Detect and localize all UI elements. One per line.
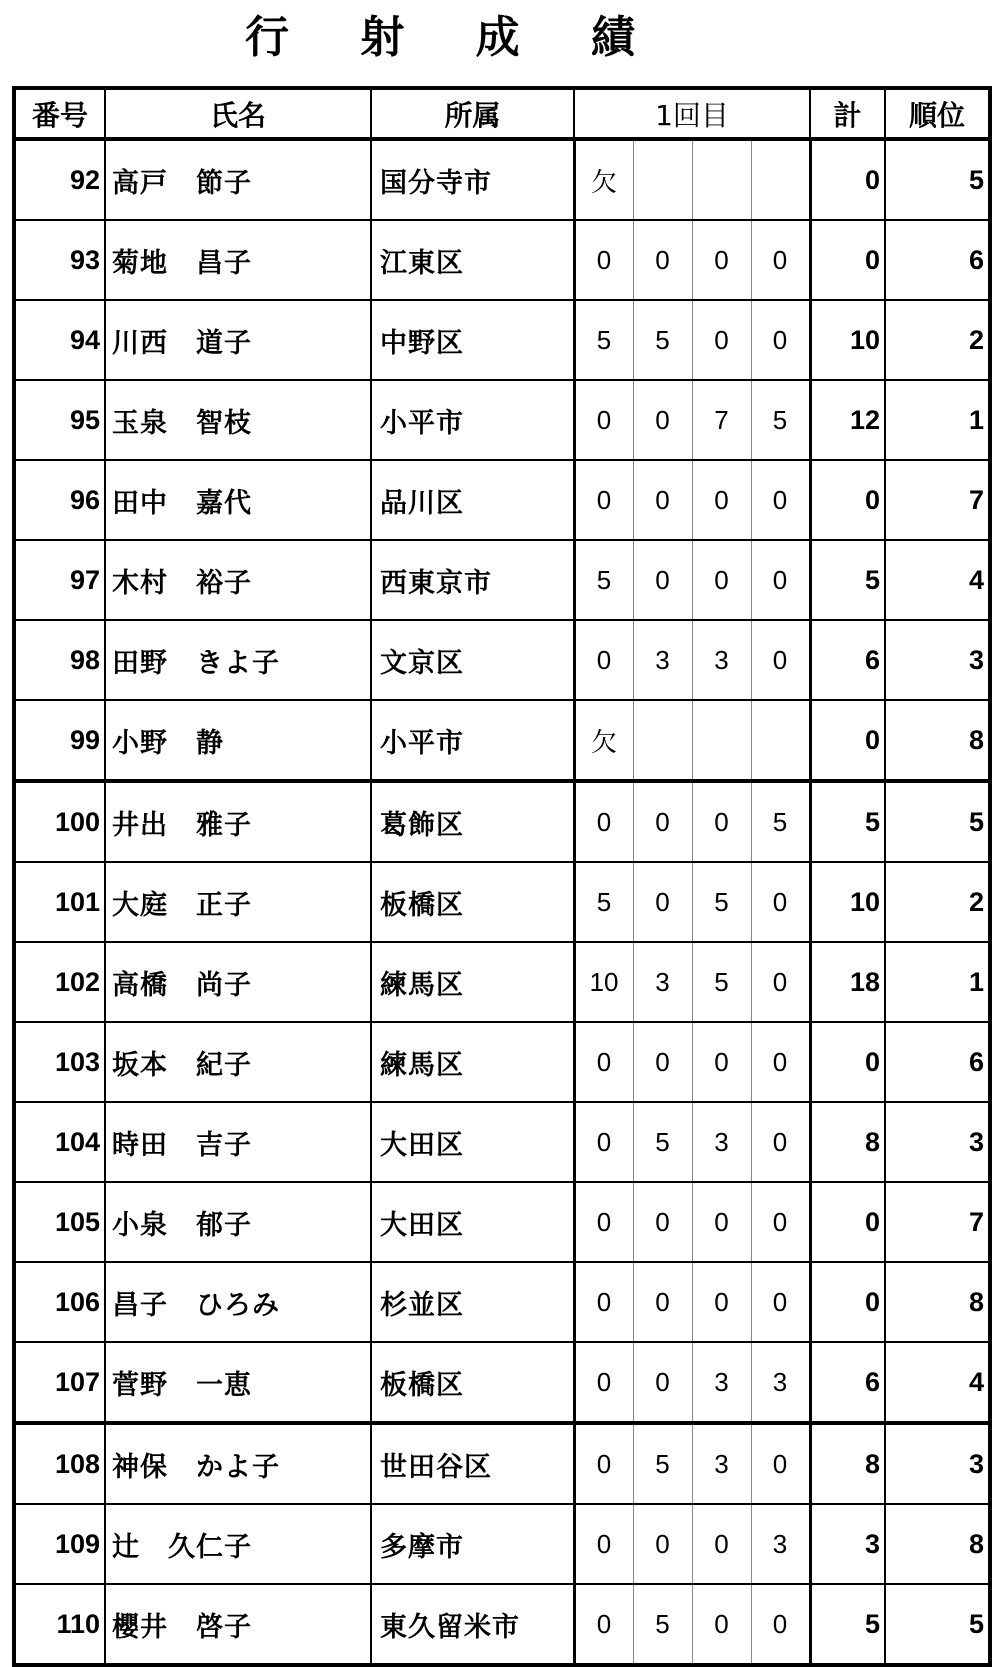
table-row [14,1423,990,1504]
row-shot-2: 0 [633,1262,692,1342]
row-rank: 4 [885,1342,990,1423]
row-shot-3 [692,139,751,220]
table-row [14,300,990,380]
row-shot-3 [692,700,751,781]
row-rank: 4 [885,540,990,620]
row-shot-1: 欠 [574,700,633,781]
row-total: 18 [810,942,885,1022]
row-shot-2: 5 [633,1584,692,1665]
row-shot-3: 0 [692,1182,751,1262]
row-shot-3: 3 [692,1342,751,1423]
row-name: 川西 道子 [105,300,371,380]
row-affiliation: 品川区 [371,460,574,540]
row-shot-1: 10 [574,942,633,1022]
row-shot-3: 3 [692,620,751,700]
row-shot-2: 0 [633,1342,692,1423]
row-shot-4: 3 [751,1504,810,1584]
row-shot-2: 0 [633,1504,692,1584]
row-number: 105 [14,1182,105,1262]
row-shot-1: 0 [574,1504,633,1584]
row-shot-4: 5 [751,781,810,862]
row-affiliation: 板橋区 [371,1342,574,1423]
table-row [14,220,990,300]
row-shot-2 [633,139,692,220]
row-shot-1: 5 [574,862,633,942]
row-shot-3: 5 [692,942,751,1022]
row-shot-4: 0 [751,1182,810,1262]
row-rank: 2 [885,862,990,942]
row-total: 10 [810,862,885,942]
row-shot-4 [751,139,810,220]
score-table [12,86,992,1667]
table-row [14,1342,990,1423]
row-shot-3: 0 [692,1022,751,1102]
row-affiliation: 江東区 [371,220,574,300]
row-number: 98 [14,620,105,700]
table-row [14,1022,990,1102]
row-shot-1: 0 [574,781,633,862]
row-shot-4: 0 [751,220,810,300]
row-shot-1: 0 [574,1182,633,1262]
row-shot-2: 0 [633,220,692,300]
row-shot-2: 0 [633,862,692,942]
row-affiliation: 杉並区 [371,1262,574,1342]
row-shot-3: 7 [692,380,751,460]
row-shot-3: 0 [692,781,751,862]
row-number: 108 [14,1423,105,1504]
table-row [14,540,990,620]
row-shot-3: 5 [692,862,751,942]
header-affiliation: 所属 [371,88,574,139]
score-table-body [14,139,990,1665]
row-name: 坂本 紀子 [105,1022,371,1102]
row-number: 93 [14,220,105,300]
row-total: 8 [810,1423,885,1504]
row-name: 小泉 郁子 [105,1182,371,1262]
row-affiliation: 世田谷区 [371,1423,574,1504]
table-row [14,139,990,220]
row-name: 玉泉 智枝 [105,380,371,460]
header-rank: 順位 [885,88,990,139]
row-affiliation: 中野区 [371,300,574,380]
row-rank: 6 [885,1022,990,1102]
row-shot-3: 3 [692,1102,751,1182]
row-shot-3: 0 [692,300,751,380]
row-rank: 8 [885,1262,990,1342]
row-shot-2: 0 [633,1022,692,1102]
row-affiliation: 葛飾区 [371,781,574,862]
row-shot-3: 0 [692,220,751,300]
table-row [14,1262,990,1342]
row-name: 辻 久仁子 [105,1504,371,1584]
row-affiliation: 東久留米市 [371,1584,574,1665]
row-affiliation: 西東京市 [371,540,574,620]
row-shot-1: 0 [574,460,633,540]
row-shot-2: 5 [633,1423,692,1504]
row-rank: 8 [885,700,990,781]
row-rank: 5 [885,1584,990,1665]
row-total: 0 [810,1022,885,1102]
row-number: 99 [14,700,105,781]
row-shot-4: 0 [751,1584,810,1665]
row-affiliation: 文京区 [371,620,574,700]
row-number: 101 [14,862,105,942]
row-name: 高戸 節子 [105,139,371,220]
row-shot-1: 0 [574,220,633,300]
row-rank: 6 [885,220,990,300]
row-shot-4: 0 [751,1102,810,1182]
row-name: 昌子 ひろみ [105,1262,371,1342]
table-row [14,620,990,700]
row-total: 12 [810,380,885,460]
row-shot-4 [751,700,810,781]
row-number: 94 [14,300,105,380]
row-shot-3: 0 [692,460,751,540]
row-total: 10 [810,300,885,380]
row-shot-3: 0 [692,1504,751,1584]
row-name: 神保 かよ子 [105,1423,371,1504]
row-shot-1: 欠 [574,139,633,220]
table-row [14,1182,990,1262]
row-rank: 1 [885,380,990,460]
row-shot-2: 0 [633,380,692,460]
row-rank: 3 [885,620,990,700]
row-total: 0 [810,139,885,220]
row-name: 高橋 尚子 [105,942,371,1022]
row-shot-1: 0 [574,1342,633,1423]
row-affiliation: 大田区 [371,1182,574,1262]
row-shot-2: 0 [633,460,692,540]
table-row [14,700,990,781]
row-number: 103 [14,1022,105,1102]
row-total: 5 [810,781,885,862]
row-affiliation: 小平市 [371,380,574,460]
header-round: 1回目 [574,88,810,139]
row-rank: 8 [885,1504,990,1584]
row-number: 95 [14,380,105,460]
row-shot-2: 5 [633,300,692,380]
row-shot-1: 0 [574,1022,633,1102]
row-shot-2: 0 [633,1182,692,1262]
table-row [14,781,990,862]
row-total: 0 [810,700,885,781]
row-number: 92 [14,139,105,220]
row-shot-4: 0 [751,1423,810,1504]
row-number: 100 [14,781,105,862]
row-total: 8 [810,1102,885,1182]
row-shot-4: 0 [751,460,810,540]
row-affiliation: 練馬区 [371,942,574,1022]
table-row [14,942,990,1022]
row-affiliation: 小平市 [371,700,574,781]
row-rank: 2 [885,300,990,380]
row-shot-3: 0 [692,1584,751,1665]
row-rank: 7 [885,460,990,540]
row-shot-4: 0 [751,862,810,942]
row-total: 0 [810,460,885,540]
row-shot-2: 0 [633,540,692,620]
row-total: 0 [810,220,885,300]
row-name: 時田 吉子 [105,1102,371,1182]
row-affiliation: 板橋区 [371,862,574,942]
row-affiliation: 国分寺市 [371,139,574,220]
row-name: 菊地 昌子 [105,220,371,300]
row-shot-1: 0 [574,620,633,700]
header-total: 計 [810,88,885,139]
row-rank: 3 [885,1423,990,1504]
row-shot-2 [633,700,692,781]
row-name: 菅野 一恵 [105,1342,371,1423]
row-number: 96 [14,460,105,540]
row-name: 木村 裕子 [105,540,371,620]
row-number: 106 [14,1262,105,1342]
row-affiliation: 練馬区 [371,1022,574,1102]
table-row [14,1584,990,1665]
row-rank: 1 [885,942,990,1022]
row-shot-4: 3 [751,1342,810,1423]
row-shot-4: 0 [751,540,810,620]
row-name: 大庭 正子 [105,862,371,942]
row-total: 5 [810,540,885,620]
table-row [14,460,990,540]
row-shot-3: 0 [692,1262,751,1342]
row-total: 3 [810,1504,885,1584]
row-name: 櫻井 啓子 [105,1584,371,1665]
row-name: 田中 嘉代 [105,460,371,540]
row-shot-2: 3 [633,620,692,700]
row-shot-3: 3 [692,1423,751,1504]
row-shot-1: 0 [574,1102,633,1182]
row-number: 102 [14,942,105,1022]
row-name: 小野 静 [105,700,371,781]
row-number: 109 [14,1504,105,1584]
row-shot-1: 5 [574,540,633,620]
table-row [14,1102,990,1182]
table-row [14,862,990,942]
row-shot-4: 5 [751,380,810,460]
row-shot-4: 0 [751,1262,810,1342]
row-shot-1: 0 [574,1584,633,1665]
row-number: 97 [14,540,105,620]
page-title: 行 射 成 績 [245,12,663,63]
row-shot-2: 3 [633,942,692,1022]
header-number: 番号 [14,88,105,139]
row-shot-4: 0 [751,620,810,700]
row-shot-4: 0 [751,300,810,380]
table-row [14,380,990,460]
row-total: 6 [810,1342,885,1423]
row-rank: 7 [885,1182,990,1262]
row-rank: 3 [885,1102,990,1182]
header-row [14,88,990,139]
row-total: 0 [810,1182,885,1262]
row-name: 井出 雅子 [105,781,371,862]
table-row [14,1504,990,1584]
row-name: 田野 きよ子 [105,620,371,700]
row-affiliation: 多摩市 [371,1504,574,1584]
row-number: 107 [14,1342,105,1423]
row-shot-1: 0 [574,1423,633,1504]
row-shot-1: 5 [574,300,633,380]
row-total: 0 [810,1262,885,1342]
row-shot-3: 0 [692,540,751,620]
row-shot-1: 0 [574,380,633,460]
row-rank: 5 [885,139,990,220]
row-number: 110 [14,1584,105,1665]
row-affiliation: 大田区 [371,1102,574,1182]
row-shot-2: 5 [633,1102,692,1182]
row-shot-2: 0 [633,781,692,862]
row-shot-1: 0 [574,1262,633,1342]
row-number: 104 [14,1102,105,1182]
row-total: 6 [810,620,885,700]
row-shot-4: 0 [751,1022,810,1102]
row-total: 5 [810,1584,885,1665]
row-rank: 5 [885,781,990,862]
header-name: 氏名 [105,88,371,139]
row-shot-4: 0 [751,942,810,1022]
